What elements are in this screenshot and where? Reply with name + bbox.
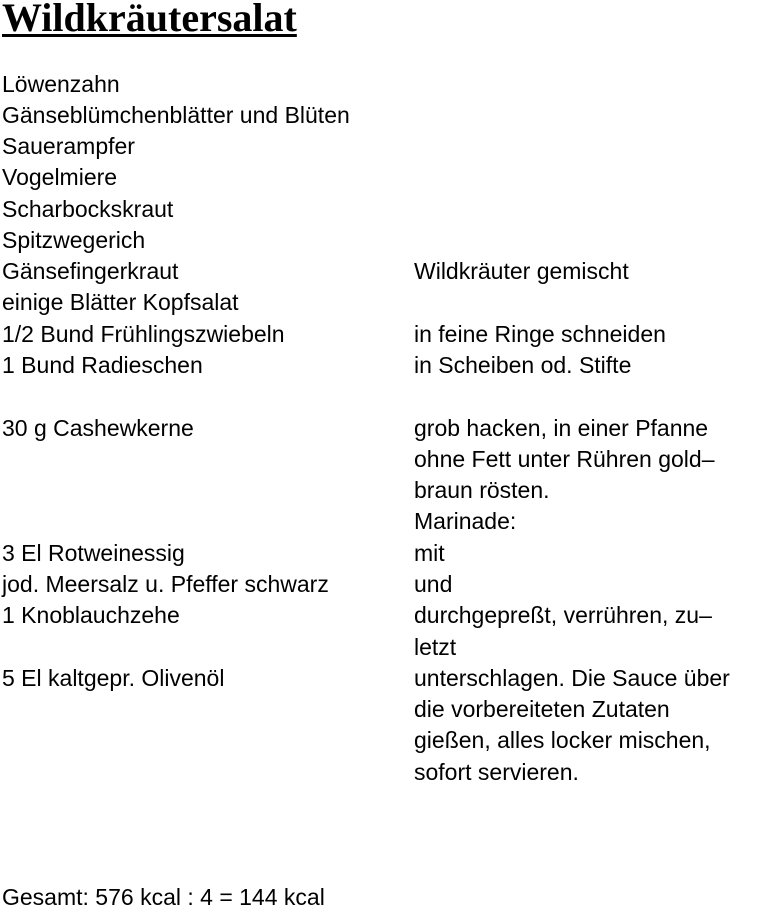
recipe-row: [0, 538, 783, 569]
ingredient: Spitzwegerich: [2, 227, 146, 253]
instruction: Wildkräuter gemischt: [414, 258, 629, 284]
instruction: in feine Ringe schneiden: [414, 321, 666, 347]
instruction: und: [414, 571, 453, 597]
recipe-row: [0, 757, 783, 788]
recipe-row: [0, 506, 783, 537]
ingredient: Sauerampfer: [2, 133, 135, 159]
instruction: mit: [414, 540, 445, 566]
recipe-row: [0, 131, 783, 162]
ingredient: 1/2 Bund Frühlingszwiebeln: [2, 321, 285, 347]
instruction: in Scheiben od. Stifte: [414, 352, 632, 378]
instruction: durchgepreßt, verrühren, zu–: [414, 602, 712, 628]
ingredient: 3 El Rotweinessig: [2, 540, 185, 566]
recipe-row: [0, 69, 783, 100]
instruction: letzt: [414, 634, 457, 660]
ingredient: 30 g Cashewkerne: [2, 415, 194, 441]
instruction: die vorbereiteten Zutaten: [414, 696, 670, 722]
recipe-row: [0, 694, 783, 725]
recipe-row: [0, 725, 783, 756]
ingredient: Gänseblümchenblätter und Blüten: [2, 102, 350, 128]
instruction: grob hacken, in einer Pfanne: [414, 415, 709, 441]
instruction: ohne Fett unter Rühren gold–: [414, 446, 715, 472]
recipe-row: [0, 256, 783, 287]
ingredient: Scharbockskraut: [2, 196, 174, 222]
recipe-row: [0, 319, 783, 350]
recipe-row: [0, 287, 783, 318]
calorie-total: Gesamt: 576 kcal : 4 = 144 kcal: [2, 884, 325, 910]
recipe-title: Wildkräutersalat: [2, 0, 297, 40]
recipe-row: [0, 600, 783, 631]
recipe-row: [0, 413, 783, 444]
recipe-row: [0, 162, 783, 193]
instruction: braun rösten.: [414, 477, 550, 503]
ingredient: 1 Knoblauchzehe: [2, 602, 180, 628]
ingredient: 1 Bund Radieschen: [2, 352, 203, 378]
recipe-row: [0, 569, 783, 600]
ingredient: Vogelmiere: [2, 164, 118, 190]
recipe-row: [0, 194, 783, 225]
recipe-row: [0, 663, 783, 694]
instruction: unterschlagen. Die Sauce über: [414, 665, 730, 691]
recipe-row: [0, 632, 783, 663]
recipe-row: [0, 381, 783, 412]
recipe-row: [0, 100, 783, 131]
ingredient: Gänsefingerkraut: [2, 258, 179, 284]
recipe-row: [0, 225, 783, 256]
recipe-row: [0, 475, 783, 506]
recipe-row: [0, 350, 783, 381]
ingredient: 5 El kaltgepr. Olivenöl: [2, 665, 225, 691]
ingredient: jod. Meersalz u. Pfeffer schwarz: [2, 571, 329, 597]
ingredient: einige Blätter Kopfsalat: [2, 289, 239, 315]
instruction: gießen, alles locker mischen,: [414, 727, 711, 753]
instruction: Marinade:: [414, 508, 517, 534]
instruction: sofort servieren.: [414, 759, 579, 785]
ingredient: Löwenzahn: [2, 71, 120, 97]
recipe-row: [0, 444, 783, 475]
